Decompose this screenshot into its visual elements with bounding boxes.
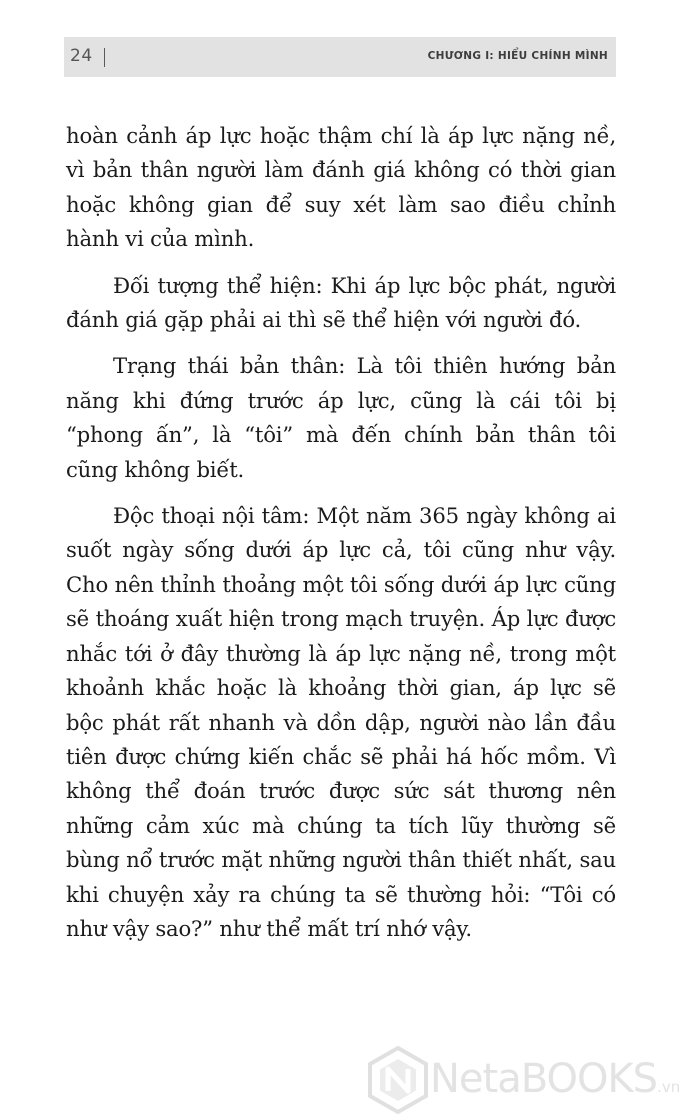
watermark-text (430, 1057, 680, 1109)
header-divider (104, 48, 105, 67)
running-header (64, 37, 616, 77)
paragraph-continued: hoàn cảnh áp lực hoặc thậm chí là áp lực nặng nề, vì bản thân người làm đánh giá không có thời gian hoặc không gian để suy xét làm sao điều chỉnh hành vi của mình. (66, 123, 616, 252)
paragraph-doc-thoai-noi-tam: Độc thoại nội tâm: Một năm 365 ngày không ai suốt ngày sống dưới áp lực cả, tôi cũng như vậy. Cho nên thỉnh thoảng một tôi sống dưới áp lực cũng sẽ thoáng xuất hiện trong mạch truyện. Áp lực được nhắc tới ở đây thường là áp lực nặng nề, trong một khoảnh khắc hoặc là khoảng thời gian, áp lực sẽ bộc phát rất nhanh và dồn dập, người nào lần đầu tiên được chứng kiến chắc sẽ phải há hốc mồm. Vì không thể đoán trước được sức sát thương nên những cảm xúc mà chúng ta tích lũy thường sẽ bùng nổ trước mặt những người thân thiết nhất, sau khi chuyện xảy ra chúng ta sẽ thường hỏi: “Tôi có như vậy sao?” như thể mất trí nhớ vậy. (66, 503, 616, 941)
page-number: 24 (70, 46, 93, 66)
body-text (66, 119, 616, 958)
watermark-suffix: .vn (657, 1078, 681, 1096)
netabooks-logo-icon (366, 1045, 430, 1115)
paragraph-trang-thai-ban-than: Trạng thái bản thân: Là tôi thiên hướng bản năng khi đứng trước áp lực, cũng là cái tôi bị “phong ấn”, là “tôi” mà đến chính bản thân tôi cũng không biết. (66, 353, 616, 482)
paragraph-doi-tuong-the-hien: Đối tượng thể hiện: Khi áp lực bộc phát, người đánh giá gặp phải ai thì sẽ thể hiện với người đó. (66, 272, 616, 333)
watermark-brand: NetaBOOKS (430, 1056, 658, 1102)
chapter-title: CHƯƠNG I: HIỂU CHÍNH MÌNH (427, 50, 608, 62)
netabooks-watermark (366, 1045, 696, 1115)
